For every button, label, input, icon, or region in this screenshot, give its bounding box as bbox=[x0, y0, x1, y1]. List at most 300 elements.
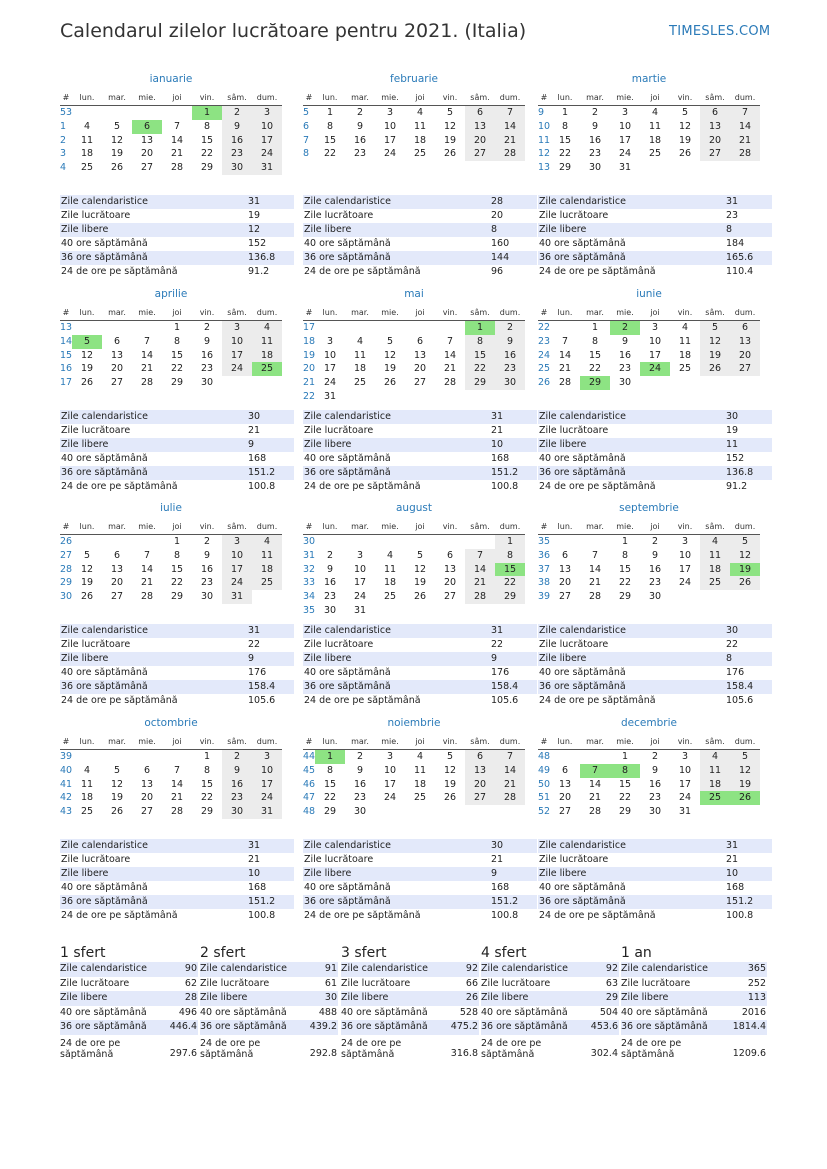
empty-cell bbox=[465, 805, 495, 819]
stat-row bbox=[303, 438, 537, 452]
stat-label: 24 de ore pe săptămână bbox=[304, 481, 421, 492]
empty-cell bbox=[435, 321, 465, 335]
day-cell: 5 bbox=[83, 549, 91, 561]
stat-label: Zile libere bbox=[61, 868, 109, 879]
stat-value: 158.4 bbox=[491, 681, 519, 692]
stat-value: 168 bbox=[491, 453, 510, 464]
weekday-header bbox=[60, 519, 282, 535]
stat-value: 19 bbox=[248, 210, 261, 221]
week-row bbox=[303, 106, 525, 120]
day-cell: 2 bbox=[356, 751, 364, 762]
day-cell: 9 bbox=[203, 549, 211, 561]
summary-title: 1 an bbox=[621, 945, 652, 961]
day-cell: 21 bbox=[730, 134, 760, 148]
stat-label: 40 ore săptămână bbox=[539, 667, 626, 678]
day-cell: 8 bbox=[326, 764, 334, 776]
day-cell: 12 bbox=[110, 778, 124, 790]
summary-value: 90 bbox=[184, 963, 197, 974]
week-number: 1 bbox=[60, 120, 67, 132]
summary-row bbox=[621, 1020, 767, 1035]
stat-value: 19 bbox=[726, 425, 739, 436]
stat-row bbox=[60, 410, 294, 424]
day-cell: 4 bbox=[252, 535, 282, 549]
day-cell: 27 bbox=[110, 591, 124, 603]
empty-cell bbox=[102, 106, 132, 120]
stat-row bbox=[60, 209, 294, 223]
summary-value: 2016 bbox=[741, 1006, 766, 1018]
day-cell: 17 bbox=[648, 349, 662, 361]
month-martie bbox=[538, 73, 760, 175]
day-cell: 21 bbox=[558, 363, 572, 375]
week-row bbox=[303, 376, 525, 390]
day-cell: 28 bbox=[443, 377, 457, 389]
empty-cell bbox=[730, 805, 760, 819]
day-cell: 9 bbox=[495, 335, 525, 349]
day-cell: 22 bbox=[200, 792, 214, 804]
stat-value: 152 bbox=[726, 453, 745, 464]
day-cell: 11 bbox=[648, 120, 662, 132]
day-cell: 27 bbox=[110, 377, 124, 389]
day-cell: 15 bbox=[200, 778, 214, 790]
stat-row bbox=[60, 909, 294, 923]
weekday-label: mie. bbox=[138, 93, 156, 102]
weekday-label: mar. bbox=[108, 93, 126, 102]
week-row bbox=[60, 778, 282, 792]
day-cell: 22 bbox=[588, 363, 602, 375]
day-cell: 18 bbox=[678, 349, 692, 361]
day-cell: 9 bbox=[621, 335, 629, 347]
summary-value: 446.4 bbox=[169, 1021, 197, 1032]
stat-value: 31 bbox=[248, 196, 261, 207]
day-cell: 21 bbox=[140, 577, 154, 589]
stat-label: 40 ore săptămână bbox=[304, 238, 391, 249]
day-cell: 4 bbox=[700, 750, 730, 764]
stat-row bbox=[60, 839, 294, 853]
day-cell: 24 bbox=[353, 591, 367, 603]
stat-label: 36 ore săptămână bbox=[304, 252, 391, 263]
weekday-header bbox=[538, 734, 760, 750]
weekday-label: sâm. bbox=[227, 93, 247, 102]
day-cell: 24 bbox=[383, 792, 397, 804]
day-cell: 20 bbox=[465, 778, 495, 792]
day-cell: 21 bbox=[443, 363, 457, 375]
stat-row bbox=[60, 223, 294, 237]
summary-value: 66 bbox=[465, 977, 478, 989]
summary-row bbox=[60, 1035, 198, 1061]
weekday-label: sâm. bbox=[227, 522, 247, 531]
day-cell: 25 bbox=[700, 791, 730, 805]
day-cell: 19 bbox=[678, 134, 692, 146]
day-cell: 29 bbox=[170, 591, 184, 603]
day-cell: 15 bbox=[618, 563, 632, 575]
day-cell: 17 bbox=[252, 778, 282, 792]
weekday-label: sâm. bbox=[705, 522, 725, 531]
week-row bbox=[303, 549, 525, 563]
day-cell: 18 bbox=[80, 792, 94, 804]
summary-row bbox=[341, 1006, 479, 1021]
stat-label: Zile calendaristice bbox=[61, 196, 148, 207]
summary-row bbox=[341, 991, 479, 1006]
brand-link[interactable]: TIMESLES.COM bbox=[669, 24, 771, 39]
summary-value: 26 bbox=[465, 992, 478, 1003]
stat-label: 36 ore săptămână bbox=[61, 681, 148, 692]
stat-row bbox=[538, 638, 772, 652]
day-cell: 14 bbox=[588, 563, 602, 575]
empty-cell bbox=[670, 376, 700, 390]
day-cell: 22 bbox=[323, 148, 337, 160]
weekday-header bbox=[60, 90, 282, 106]
week-row bbox=[60, 563, 282, 577]
summary-title: 2 sfert bbox=[200, 945, 246, 961]
summary-title: 3 sfert bbox=[341, 945, 387, 961]
summary-value: 61 bbox=[324, 977, 337, 989]
summary-row bbox=[481, 1020, 619, 1035]
day-cell: 1 bbox=[465, 321, 495, 335]
stat-label: Zile lucrătoare bbox=[539, 639, 609, 650]
day-cell: 28 bbox=[170, 806, 184, 818]
summary-row bbox=[481, 1035, 619, 1061]
summary-label: 40 ore săptămână bbox=[481, 1006, 568, 1018]
week-row bbox=[303, 805, 525, 819]
day-cell: 26 bbox=[730, 576, 760, 590]
stat-value: 9 bbox=[248, 439, 255, 450]
day-cell: 13 bbox=[558, 778, 572, 790]
day-cell: 7 bbox=[173, 764, 181, 776]
day-cell: 27 bbox=[140, 162, 154, 174]
stat-row bbox=[538, 853, 772, 867]
month-octombrie bbox=[60, 717, 282, 819]
day-cell: 1 bbox=[561, 107, 569, 118]
day-cell: 26 bbox=[443, 148, 457, 160]
stat-row bbox=[303, 251, 537, 265]
week-row bbox=[538, 750, 760, 764]
summary-label: 24 de ore pe săptămână bbox=[200, 1037, 261, 1060]
day-cell: 1 bbox=[591, 322, 599, 333]
day-cell: 23 bbox=[323, 591, 337, 603]
day-cell: 19 bbox=[383, 363, 397, 375]
day-cell: 30 bbox=[200, 377, 214, 389]
day-cell: 28 bbox=[140, 591, 154, 603]
stat-label: 36 ore săptămână bbox=[304, 467, 391, 478]
summary-value: 439.2 bbox=[309, 1021, 337, 1032]
weekday-label: vin. bbox=[677, 93, 693, 102]
empty-cell bbox=[375, 604, 405, 618]
stat-label: Zile libere bbox=[61, 653, 109, 664]
day-cell: 15 bbox=[170, 349, 184, 361]
day-cell: 6 bbox=[113, 335, 121, 347]
summary-row bbox=[60, 991, 198, 1006]
stat-value: 176 bbox=[726, 667, 745, 678]
stat-value: 91.2 bbox=[726, 481, 748, 492]
week-number: 45 bbox=[303, 764, 316, 776]
empty-cell bbox=[345, 535, 375, 549]
summary-label: Zile lucrătoare bbox=[621, 977, 691, 989]
day-cell: 12 bbox=[730, 549, 760, 563]
day-cell: 17 bbox=[222, 349, 252, 363]
day-cell: 28 bbox=[495, 791, 525, 805]
stat-value: 100.8 bbox=[248, 910, 276, 921]
weekday-label: dum. bbox=[734, 308, 756, 317]
day-cell: 26 bbox=[443, 792, 457, 804]
day-cell: 18 bbox=[80, 148, 94, 160]
stat-row bbox=[538, 666, 772, 680]
stat-label: 40 ore săptămână bbox=[539, 238, 626, 249]
summary-row bbox=[60, 1020, 198, 1035]
summary-row bbox=[621, 1035, 767, 1061]
weekday-label: lun. bbox=[557, 93, 573, 102]
week-row bbox=[538, 376, 760, 390]
day-cell: 17 bbox=[222, 563, 252, 577]
day-cell: 10 bbox=[383, 764, 397, 776]
summary-label: 24 de ore pe săptămână bbox=[621, 1037, 682, 1060]
week-row bbox=[303, 778, 525, 792]
day-cell: 11 bbox=[383, 563, 397, 575]
weekday-label: sâm. bbox=[227, 737, 247, 746]
day-cell: 19 bbox=[110, 792, 124, 804]
week-row bbox=[60, 106, 282, 120]
day-cell: 12 bbox=[413, 563, 427, 575]
week-number: 15 bbox=[60, 349, 73, 361]
day-cell: 29 bbox=[170, 377, 184, 389]
stat-label: 24 de ore pe săptămână bbox=[61, 481, 178, 492]
day-cell: 7 bbox=[143, 335, 151, 347]
weekday-label: joi bbox=[415, 737, 425, 746]
day-cell: 13 bbox=[140, 778, 154, 790]
day-cell: 13 bbox=[558, 563, 572, 575]
day-cell: 28 bbox=[588, 591, 602, 603]
stat-row bbox=[538, 265, 772, 279]
stat-row bbox=[538, 652, 772, 666]
day-cell: 1 bbox=[495, 535, 525, 549]
empty-cell bbox=[435, 604, 465, 618]
day-cell: 8 bbox=[173, 549, 181, 561]
week-row bbox=[538, 321, 760, 335]
stat-value: 100.8 bbox=[491, 910, 519, 921]
day-cell: 19 bbox=[700, 349, 730, 363]
day-cell: 24 bbox=[618, 148, 632, 160]
weekday-label: # bbox=[540, 93, 548, 102]
stat-row bbox=[303, 410, 537, 424]
day-cell: 14 bbox=[443, 349, 457, 361]
summary-3-sfert bbox=[341, 945, 479, 1061]
stat-row bbox=[303, 452, 537, 466]
week-number: 52 bbox=[538, 806, 551, 818]
stat-label: 36 ore săptămână bbox=[304, 681, 391, 692]
stat-row bbox=[303, 424, 537, 438]
summary-label: Zile lucrătoare bbox=[200, 977, 270, 989]
day-cell: 11 bbox=[413, 764, 427, 776]
stat-label: Zile libere bbox=[539, 439, 587, 450]
stat-value: 31 bbox=[248, 840, 261, 851]
empty-cell bbox=[670, 590, 700, 604]
empty-cell bbox=[495, 604, 525, 618]
day-cell: 12 bbox=[443, 120, 457, 132]
day-cell: 3 bbox=[386, 107, 394, 118]
day-cell: 27 bbox=[700, 147, 730, 161]
day-cell: 5 bbox=[113, 120, 121, 132]
week-row bbox=[303, 362, 525, 376]
summary-label: Zile calendaristice bbox=[481, 963, 568, 974]
summary-label: 24 de ore pe săptămână bbox=[481, 1037, 542, 1060]
stat-value: 20 bbox=[491, 210, 504, 221]
stat-value: 100.8 bbox=[248, 481, 276, 492]
month-stats bbox=[303, 410, 537, 494]
day-cell: 3 bbox=[621, 107, 629, 118]
day-cell: 11 bbox=[80, 778, 94, 790]
day-cell: 23 bbox=[588, 148, 602, 160]
day-cell: 17 bbox=[678, 563, 692, 575]
stat-row bbox=[538, 452, 772, 466]
stat-label: Zile libere bbox=[304, 224, 352, 235]
empty-cell bbox=[700, 161, 730, 175]
day-cell: 15 bbox=[200, 134, 214, 146]
day-cell: 16 bbox=[618, 349, 632, 361]
summary-1-an bbox=[621, 945, 767, 1061]
week-number: 10 bbox=[538, 120, 551, 132]
summary-row bbox=[200, 991, 338, 1006]
stat-label: 36 ore săptămână bbox=[539, 681, 626, 692]
day-cell: 17 bbox=[618, 134, 632, 146]
stat-row bbox=[303, 680, 537, 694]
day-cell: 16 bbox=[588, 134, 602, 146]
summary-value: 504 bbox=[599, 1006, 618, 1018]
weekday-label: vin. bbox=[442, 737, 458, 746]
weekday-label: dum. bbox=[256, 308, 278, 317]
empty-cell bbox=[405, 604, 435, 618]
day-cell: 20 bbox=[730, 349, 760, 363]
stat-row bbox=[303, 237, 537, 251]
stat-value: 9 bbox=[491, 868, 498, 879]
weekday-label: dum. bbox=[256, 737, 278, 746]
stat-row bbox=[303, 839, 537, 853]
weekday-label: sâm. bbox=[705, 93, 725, 102]
summary-label: 40 ore săptămână bbox=[200, 1006, 287, 1018]
day-cell: 22 bbox=[465, 362, 495, 376]
stat-value: 11 bbox=[726, 439, 739, 450]
stat-label: 40 ore săptămână bbox=[61, 882, 148, 893]
week-row bbox=[60, 147, 282, 161]
weekday-label: lun. bbox=[79, 308, 95, 317]
day-cell: 7 bbox=[591, 549, 599, 561]
stat-value: 30 bbox=[726, 411, 739, 422]
week-number: 49 bbox=[538, 764, 551, 776]
weekday-label: dum. bbox=[734, 737, 756, 746]
weekday-label: sâm. bbox=[470, 522, 490, 531]
day-cell: 17 bbox=[678, 778, 692, 790]
day-cell: 25 bbox=[252, 362, 282, 376]
summary-title: 1 sfert bbox=[60, 945, 106, 961]
day-cell: 21 bbox=[588, 792, 602, 804]
day-cell: 29 bbox=[618, 806, 632, 818]
empty-cell bbox=[730, 590, 760, 604]
month-name: februarie bbox=[390, 73, 438, 85]
stat-label: Zile lucrătoare bbox=[304, 854, 374, 865]
stat-row bbox=[303, 895, 537, 909]
stat-value: 168 bbox=[248, 882, 267, 893]
weekday-label: lun. bbox=[322, 308, 338, 317]
weekday-label: # bbox=[305, 308, 313, 317]
weekday-label: vin. bbox=[442, 93, 458, 102]
weekday-header bbox=[303, 90, 525, 106]
stat-label: Zile lucrătoare bbox=[539, 425, 609, 436]
stat-row bbox=[60, 881, 294, 895]
month-stats bbox=[60, 410, 294, 494]
stat-value: 31 bbox=[248, 625, 261, 636]
day-cell: 3 bbox=[681, 751, 689, 762]
weekday-label: joi bbox=[172, 308, 182, 317]
day-cell: 16 bbox=[648, 778, 662, 790]
day-cell: 24 bbox=[252, 791, 282, 805]
stat-row bbox=[303, 909, 537, 923]
week-number: 21 bbox=[303, 377, 316, 389]
stat-row bbox=[60, 195, 294, 209]
stat-row bbox=[538, 438, 772, 452]
day-cell: 29 bbox=[580, 376, 610, 390]
week-row bbox=[60, 321, 282, 335]
day-cell: 13 bbox=[110, 563, 124, 575]
day-cell: 27 bbox=[558, 591, 572, 603]
empty-cell bbox=[465, 390, 495, 404]
weekday-label: sâm. bbox=[470, 308, 490, 317]
day-cell: 1 bbox=[192, 106, 222, 120]
day-cell: 15 bbox=[170, 563, 184, 575]
day-cell: 26 bbox=[413, 591, 427, 603]
day-cell: 8 bbox=[610, 764, 640, 778]
weekday-label: sâm. bbox=[705, 737, 725, 746]
weekday-label: vin. bbox=[677, 522, 693, 531]
summary-row bbox=[60, 1006, 198, 1021]
day-cell: 20 bbox=[110, 363, 124, 375]
day-cell: 12 bbox=[443, 764, 457, 776]
day-cell: 7 bbox=[580, 764, 610, 778]
summary-label: Zile libere bbox=[621, 992, 669, 1003]
day-cell: 14 bbox=[495, 120, 525, 134]
weekday-label: mar. bbox=[586, 93, 604, 102]
stat-label: 40 ore săptămână bbox=[304, 667, 391, 678]
week-row bbox=[60, 376, 282, 390]
week-row bbox=[303, 349, 525, 363]
empty-cell bbox=[345, 390, 375, 404]
summary-value: 92 bbox=[605, 963, 618, 974]
day-cell: 23 bbox=[222, 791, 252, 805]
day-cell: 18 bbox=[252, 349, 282, 363]
weekday-label: dum. bbox=[734, 522, 756, 531]
summary-row bbox=[200, 962, 338, 977]
day-cell: 27 bbox=[465, 147, 495, 161]
week-row bbox=[538, 576, 760, 590]
weekday-header bbox=[538, 519, 760, 535]
day-cell: 1 bbox=[315, 750, 345, 764]
weekday-label: # bbox=[62, 93, 70, 102]
empty-cell bbox=[700, 805, 730, 819]
day-cell: 29 bbox=[558, 162, 572, 174]
week-number: 19 bbox=[303, 349, 316, 361]
day-cell: 31 bbox=[323, 390, 337, 402]
week-number: 33 bbox=[303, 577, 316, 589]
day-cell: 5 bbox=[446, 107, 454, 118]
day-cell: 17 bbox=[383, 134, 397, 146]
day-cell: 24 bbox=[323, 377, 337, 389]
stat-label: Zile calendaristice bbox=[61, 840, 148, 851]
summary-label: Zile calendaristice bbox=[621, 963, 708, 974]
day-cell: 20 bbox=[558, 792, 572, 804]
stat-label: Zile libere bbox=[304, 439, 352, 450]
weekday-label: lun. bbox=[557, 737, 573, 746]
week-number: 14 bbox=[60, 335, 73, 347]
stat-row bbox=[303, 466, 537, 480]
week-row bbox=[538, 349, 760, 363]
stat-label: 40 ore săptămână bbox=[61, 238, 148, 249]
